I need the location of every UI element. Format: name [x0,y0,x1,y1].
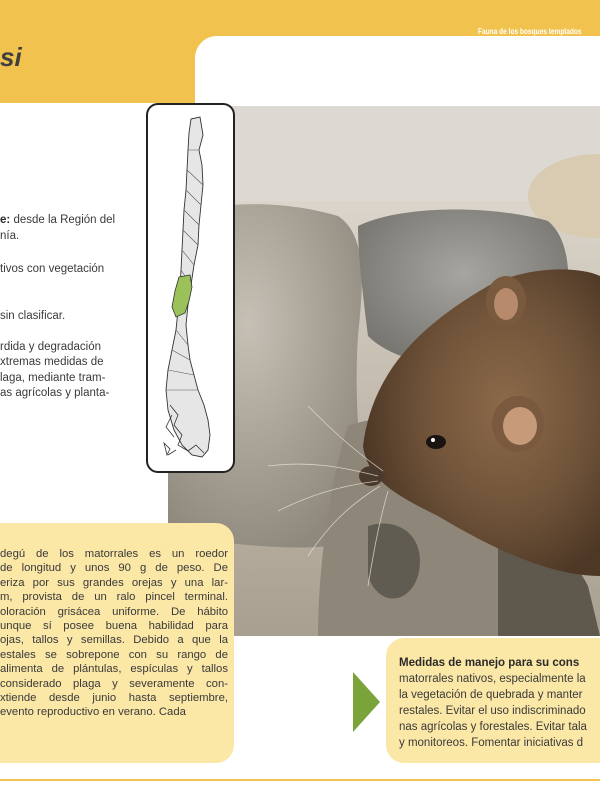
description-line: unque sí posee buena habilidad para [0,620,228,633]
threats-line-2: xtremas medidas de [0,356,104,368]
description-line: eriza por sus grandes orejas y una lar- [0,576,228,589]
management-line: nas agrícolas y forestales. Evitar tala [399,721,587,733]
header-notch [195,36,600,116]
description-line: xtiende desde junio hasta septiembre, [0,692,228,705]
management-line: y monitoreos. Fomentar iniciativas d [399,737,584,749]
description-line: de longitud y unos 90 g de peso. De [0,562,228,575]
description-text [0,547,228,720]
description-line: considerado plaga y severamente con- [0,677,228,690]
management-line: la vegetación de quebrada y manter [399,689,583,701]
description-line: estales se sobrepone con su rango de [0,648,228,661]
description-line: m, provista de un ralo pincel terminal. [0,591,228,604]
chile-map-image [148,105,233,471]
description-line: degú de los matorrales es un roedor [0,548,228,560]
distribution-label: e: [0,214,11,226]
header-rule [470,37,600,38]
management-title: Medidas de manejo para su cons [399,657,580,669]
distribution-line-2: nía. [0,230,20,242]
habitat-line: tivos con vegetación [0,263,105,275]
description-line: alimenta de plántulas, espículas y tallos [0,663,228,676]
threats-line-4: as agrícolas y planta- [0,387,110,399]
threats-line-3: laga, mediante tram- [0,372,106,384]
bottom-rule [0,779,600,781]
distribution-line-1 [0,213,115,229]
threats-line-1: rdida y degradación [0,341,102,353]
description-line: evento reproductivo en verano. Cada [0,706,186,719]
description-line: ojas, tallos y semillas. Debido a que la [0,634,228,647]
species-title: si [0,42,22,72]
management-line: restales. Evitar el uso indiscriminado [399,705,586,717]
management-line: matorrales nativos, especialmente la [399,673,586,685]
status-line: sin clasificar. [0,310,66,322]
green-triangle-arrow-icon [353,672,380,732]
running-head: Fauna de los bosques templados [478,27,582,36]
management-text [399,655,587,751]
distribution-text-1: desde la Región del [13,214,116,226]
description-line: oloración grisácea uniforme. De hábito [0,605,228,618]
distribution-map [146,103,235,473]
